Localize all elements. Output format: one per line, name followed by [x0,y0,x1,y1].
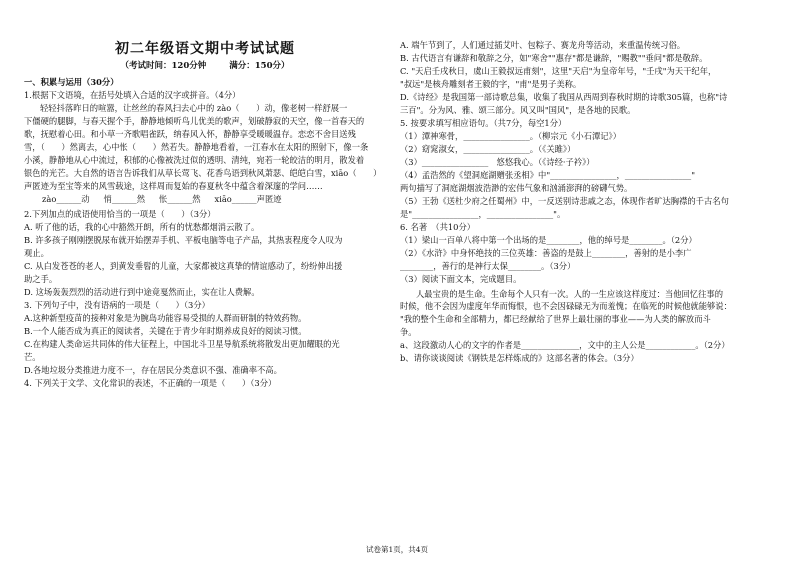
fill-line: （5）王勃《送杜少府之任蜀州》中，一反送别诗悲戚之态，体现作者旷达胸襟的千古名句 [400,196,729,206]
pinyin-answer: zào______动 [42,194,90,204]
reading-passage: 人最宝贵的是生命。生命每个人只有一次。人的一生应该这样度过：当他回忆往事的 [416,288,723,299]
passage-line: 银色的光芒。大自然的语言告诉我们从草长莺飞、花香鸟语到秋风萧瑟、皑皑白雪，xiāo（ ） [24,168,382,178]
option-b-cont: 观止。 [24,247,49,258]
sub-question: （2）《水浒》中身怀绝技的三位英雄：善盗的是鼓上________，善射的是小李广 [400,248,692,258]
passage-line: 轻轻抖落昨日的喧嚣，让丝丝的春风扫去心中的 zào（ ）动，像老树一样舒展一 [40,103,348,113]
fill-line-cont: 两句描写了洞庭湖烟波浩渺的宏伟气象和汹涌澎湃的磅礴气势。 [400,183,633,193]
fill-line: （2）窈窕淑女，________________。（《关雎》） [400,144,576,154]
option-a: A.这种新型疫苗的接种对象是为腕岛功能容易受损的人群而研制的特效药物。 [24,312,307,323]
pinyin-answer: 怅______然 [159,194,201,204]
option-c: C. "天启壬戌秋日，虞山王毅叔远甫刻"，这里"天启"为皇帝年号，"壬戌"为天干纪年， [400,66,717,76]
option-c: C.在构建人类命运共同体的伟大征程上，中国北斗卫星导航系统将散发出更加耀眼的光 [24,338,340,349]
reading-passage-line: "我的整个生命和全部精力，都已经献给了世界上最壮丽的事业——为人类的解放而斗 [400,314,711,324]
fill-line: （3）________________ 悠悠我心。（《诗经·子衿》） [400,157,595,167]
question-5: 5. 按要求填写相应语句。（共7分，每空1分） [400,118,567,128]
exam-score: 满分：150分） [229,61,290,71]
option-c-cont: "叔远"是核舟雕刻者王毅的字，"甫"是男子美称。 [400,79,582,89]
option-b: B. 许多孩子刚刚摆脱尿布就开始摆弄手机、平板电脑等电子产品，其热衷程度令人叹为 [24,234,343,245]
passage-line: 歌，抚慰着心田。和小草一齐歌唱雀跃，纳春风入怀，静静享受暖暖温存。恋恋不舍目送残 [24,129,356,139]
page-footer: 试卷第1页，共4页 [365,545,429,554]
fill-line: （4）孟浩然的《望洞庭湖赠张丞相》中"________________，________________" [400,170,696,180]
option-a: A. 端午节到了，人们通过插艾叶、包粽子、赛龙舟等活动，来重温传统习俗。 [400,40,686,50]
sub-question-a: a、这段激动人心的文字的作者是______________，文中的主人公是____________。（2分） [400,340,730,350]
passage-line: 雪，（ ）然离去，心中怅（ ）然若失。静静地看着，一江春水在太阳的照射下，像一条 [24,142,369,152]
fill-line-cont: 是"________________，________________"。 [400,209,566,219]
option-b: B.一个人能否成为真正的阅读者，关键在于青少年时期养成良好的阅读习惯。 [24,325,307,336]
sub-question-b: b、请你谈谈阅读《钢铁是怎样炼成的》这部名著的体会。（3分） [400,353,639,363]
option-c-cont: 芒。 [24,351,41,362]
question-6: 6. 名著 （共10分） [400,222,476,232]
exam-time: （考试时间：120分钟 [120,61,207,71]
pinyin-answer: xiāo______声匿迹 [214,194,282,204]
sub-question: （3）阅读下面文本，完成题目。 [400,274,522,284]
sub-question-cont: ________，善行的是神行太保________。（3分） [400,261,576,271]
sub-question: （1）梁山一百单八将中第一个出场的是________，他的绰号是________。（2分） [400,235,697,245]
passage-line: 小溪，静静地从心中流过，积郁的心像被洗过似的透明、清纯，宛若一轮皎洁的明月，散发着 [24,155,365,165]
pinyin-answer: 悄______然 [103,194,146,204]
passage-line: 下僵硬的腿脚，与春天握个手，静静地倾听鸟儿优美的歌声，划破静寂的天空，像一首春天的 [24,116,365,126]
section-heading: 一、积累与运用（30分） [24,76,119,87]
exam-subtitle [24,61,386,73]
left-column [24,0,386,391]
exam-title: 初二年级语文期中考试试题 [115,41,295,57]
question-3: 3. 下列句子中，没有语病的一项是（ ）（3分） [24,299,210,310]
question-2: 2.下列加点的成语使用恰当的一项是（ ）（3分） [24,208,216,219]
reading-passage-line: 时候，他不会因为虚度年华而悔恨，也不会因碌碌无为而羞愧；在临死的时候他就能够说： [400,301,732,311]
option-d: D.各地垃圾分类推进力度不一，存在居民分类意识不强、准确率不高。 [24,364,282,375]
reading-passage-line: 争。 [400,327,417,337]
option-d: D.《诗经》是我国第一部诗歌总集，收集了我国从西周到春秋时期的诗歌305篇，也称"诗 [400,92,728,102]
option-b: B. 古代语言有谦辞和敬辞之分，如"寒舍""惠存"都是谦辞，"赐教""垂问"都是敬辞。 [400,53,708,63]
option-a: A. 听了他的话，我的心中豁然开朗，所有的忧愁都烟消云散了。 [24,221,260,232]
fill-line: （1）潭神寒骨，________________。（柳宗元《小石潭记》） [400,131,621,141]
question-4: 4. 下列关于文学、文化常识的表述，不正确的一项是（ ）（3分） [24,377,277,388]
option-d-cont: 三百"。分为风、雅、颂三部分。风又叫"国风"，是各地的民歌。 [400,105,636,115]
question-1: 1.根据下文语境，在括号处填入合适的汉字或拼音。（4分） [24,90,241,100]
option-d: D. 这场轰轰烈烈的活动进行到中途竟戛然而止，实在让人费解。 [24,286,260,297]
passage-line: 声匿迹为至宝等来的风雪载途，这样周而复始的春夏秋冬中蕴含着深邃的学问…… [24,181,323,191]
option-c-cont: 助之手。 [24,273,58,284]
pinyin-answer-row [42,194,386,206]
right-column [400,0,776,366]
option-c: C. 从白发苍苍的老人，到黄发垂髫的儿童，大家都被这真挚的情谊感动了，纷纷伸出援 [24,260,343,271]
